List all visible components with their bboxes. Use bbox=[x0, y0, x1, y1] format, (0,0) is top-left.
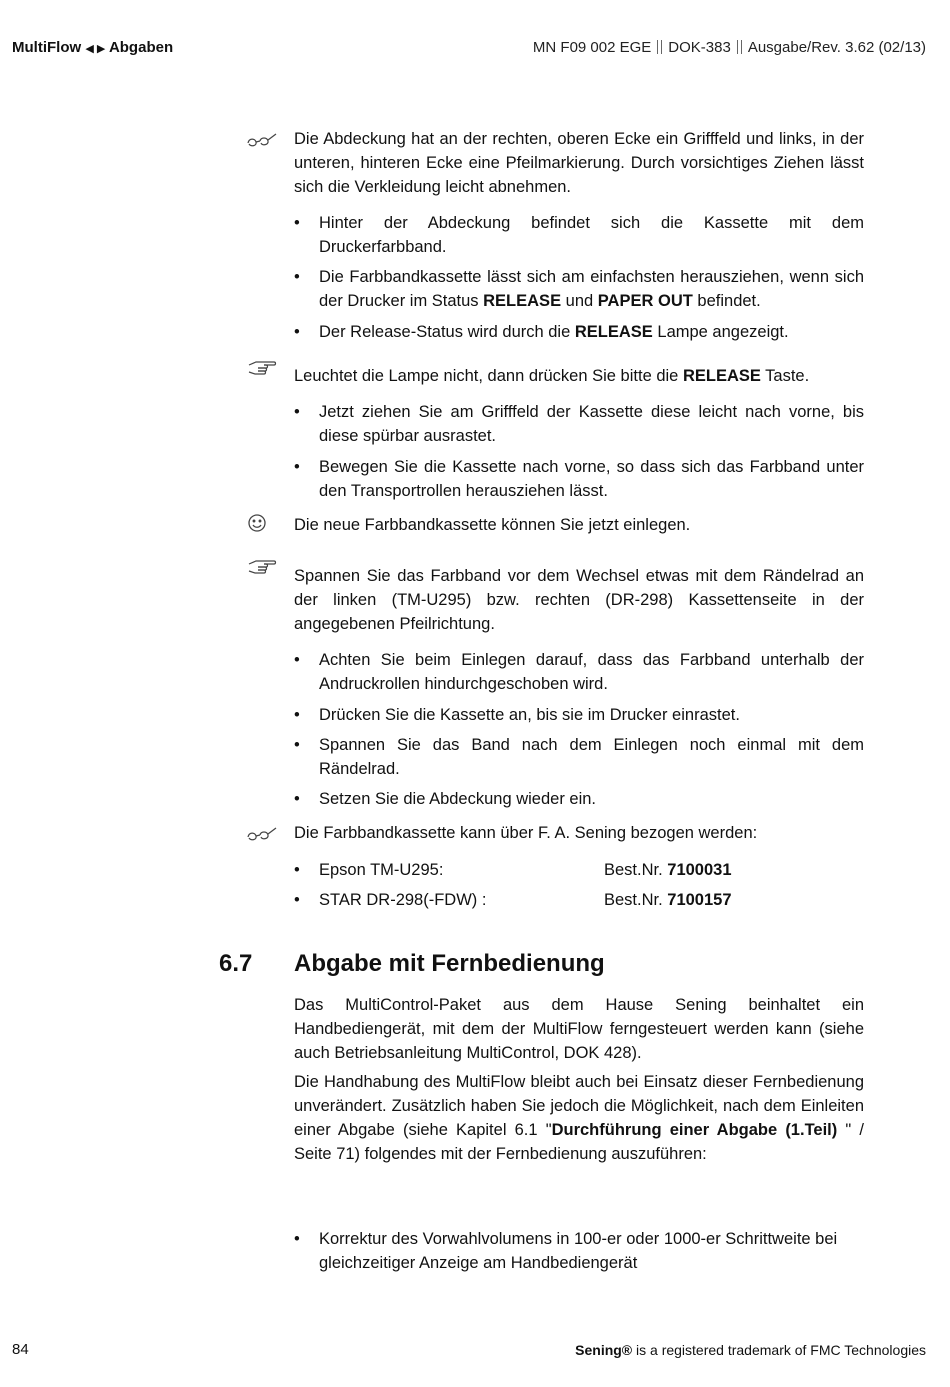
order-item bbox=[294, 888, 864, 912]
order-number: Best.Nr. 7100031 bbox=[604, 861, 732, 879]
smiley-icon bbox=[246, 511, 278, 537]
bullet-icon: • bbox=[294, 706, 300, 724]
bullet-icon: • bbox=[294, 861, 300, 879]
list-item-text: Jetzt ziehen Sie am Grifffeld der Kassette diese leicht nach vorne, bis diese spürbar ausrastet. bbox=[319, 403, 864, 445]
list-item bbox=[294, 733, 864, 781]
footer-brand: Sening® bbox=[575, 1342, 633, 1358]
paragraph: Leuchtet die Lampe nicht, dann drücken Sie bitte die RELEASE Taste. bbox=[294, 367, 810, 385]
list-item-text: Setzen Sie die Abdeckung wieder ein. bbox=[319, 790, 597, 808]
bullet-icon: • bbox=[294, 736, 300, 754]
paragraph: Die neue Farbbandkassette können Sie jetzt einlegen. bbox=[294, 516, 691, 534]
section-title: Abgabe mit Fernbedienung bbox=[294, 950, 605, 977]
header-product: MultiFlow bbox=[12, 39, 82, 56]
bullet-icon: • bbox=[294, 214, 300, 232]
bullet-icon: • bbox=[294, 651, 300, 669]
list-item-text: Die Farbbandkassette lässt sich am einfachsten herausziehen, wenn sich der Drucker im Status RELEASE und PAPER OUT befindet. bbox=[319, 268, 864, 310]
glasses-icon bbox=[246, 822, 278, 848]
bullet-icon: • bbox=[294, 323, 300, 341]
list-item bbox=[294, 703, 864, 727]
bullet-icon: • bbox=[294, 458, 300, 476]
footer-trademark bbox=[575, 1342, 926, 1358]
pointing-hand-icon bbox=[246, 555, 278, 581]
bullet-icon: • bbox=[294, 403, 300, 421]
header-revision: Ausgabe/Rev. 3.62 (02/13) bbox=[747, 39, 926, 56]
list-item bbox=[294, 211, 864, 259]
list-item bbox=[294, 400, 864, 448]
list-item-text: Hinter der Abdeckung befindet sich die Kassette mit dem Druckerfarbband. bbox=[319, 214, 864, 256]
list-item bbox=[294, 648, 864, 696]
header-section: Abgaben bbox=[108, 39, 174, 56]
order-item bbox=[294, 858, 864, 882]
header-separator bbox=[657, 40, 662, 54]
order-item-name: Epson TM-U295: bbox=[319, 861, 444, 879]
section-number: 6.7 bbox=[219, 950, 253, 977]
paragraph: Das MultiControl-Paket aus dem Hause Sening beinhaltet ein Handbediengerät, mit dem der MultiFlow ferngesteuert werden kann (siehe auch Betriebsanleitung MultiControl, DOK 428). bbox=[294, 996, 864, 1062]
glasses-icon bbox=[246, 128, 278, 154]
page-number: 84 bbox=[12, 1341, 29, 1358]
bullet-icon: • bbox=[294, 891, 300, 909]
list-item-text: Bewegen Sie die Kassette nach vorne, so dass sich das Farbband unter den Transportrollen herausziehen lässt. bbox=[319, 458, 864, 500]
header-dok: DOK-383 bbox=[668, 39, 731, 56]
bullet-icon: • bbox=[294, 268, 300, 286]
list-item-text: Drücken Sie die Kassette an, bis sie im Drucker einrastet. bbox=[319, 706, 740, 724]
footer-trademark-text: is a registered trademark of FMC Technologies bbox=[632, 1342, 926, 1358]
list-item-text: Korrektur des Vorwahlvolumens in 100-er oder 1000-er Schrittweite bei gleichzeitiger Anzeige am Handbediengerät bbox=[319, 1230, 838, 1272]
bullet-icon: • bbox=[294, 790, 300, 808]
header-left bbox=[12, 39, 173, 56]
paragraph: Die Farbbandkassette kann über F. A. Sening bezogen werden: bbox=[294, 824, 758, 842]
bullet-icon: • bbox=[294, 1230, 300, 1248]
list-item bbox=[294, 455, 864, 503]
nav-arrows-icon: ◀ ▶ bbox=[85, 43, 106, 55]
header-right bbox=[533, 39, 926, 56]
paragraph: Spannen Sie das Farbband vor dem Wechsel etwas mit dem Rändelrad an der linken (TM-U295) bzw. rechten (DR-298) Kassettenseite in der angegebenen Pfeilrichtung. bbox=[294, 567, 864, 633]
header-separator bbox=[737, 40, 742, 54]
paragraph: Die Handhabung des MultiFlow bleibt auch bei Einsatz dieser Fernbedienung unverändert. Zusätzlich haben Sie jedoch die Möglichkeit, nach dem Einleiten einer Abgabe (siehe Kapitel 6.1 "Durchführung einer Abgabe (1.Teil) " / Seite 71) folgendes mit der Fernbedienung auszuführen: bbox=[294, 1073, 864, 1163]
list-item bbox=[294, 787, 864, 811]
header-doc-code: MN F09 002 EGE bbox=[532, 39, 652, 56]
list-item-text: Achten Sie beim Einlegen darauf, dass das Farbband unterhalb der Andruckrollen hindurchgeschoben wird. bbox=[319, 651, 864, 693]
order-item-name: STAR DR-298(-FDW) : bbox=[319, 891, 487, 909]
list-item bbox=[294, 320, 864, 344]
list-item bbox=[294, 1227, 864, 1275]
list-item-text: Der Release-Status wird durch die RELEASE Lampe angezeigt. bbox=[319, 323, 789, 341]
order-number: Best.Nr. 7100157 bbox=[604, 891, 732, 909]
list-item-text: Spannen Sie das Band nach dem Einlegen noch einmal mit dem Rändelrad. bbox=[319, 736, 864, 778]
paragraph: Die Abdeckung hat an der rechten, oberen Ecke ein Grifffeld und links, in der unteren, hinteren Ecke eine Pfeilmarkierung. Durch vorsichtiges Ziehen lässt sich die Verkleidung leicht abnehmen. bbox=[294, 130, 864, 196]
list-item bbox=[294, 265, 864, 313]
pointing-hand-icon bbox=[246, 356, 278, 382]
